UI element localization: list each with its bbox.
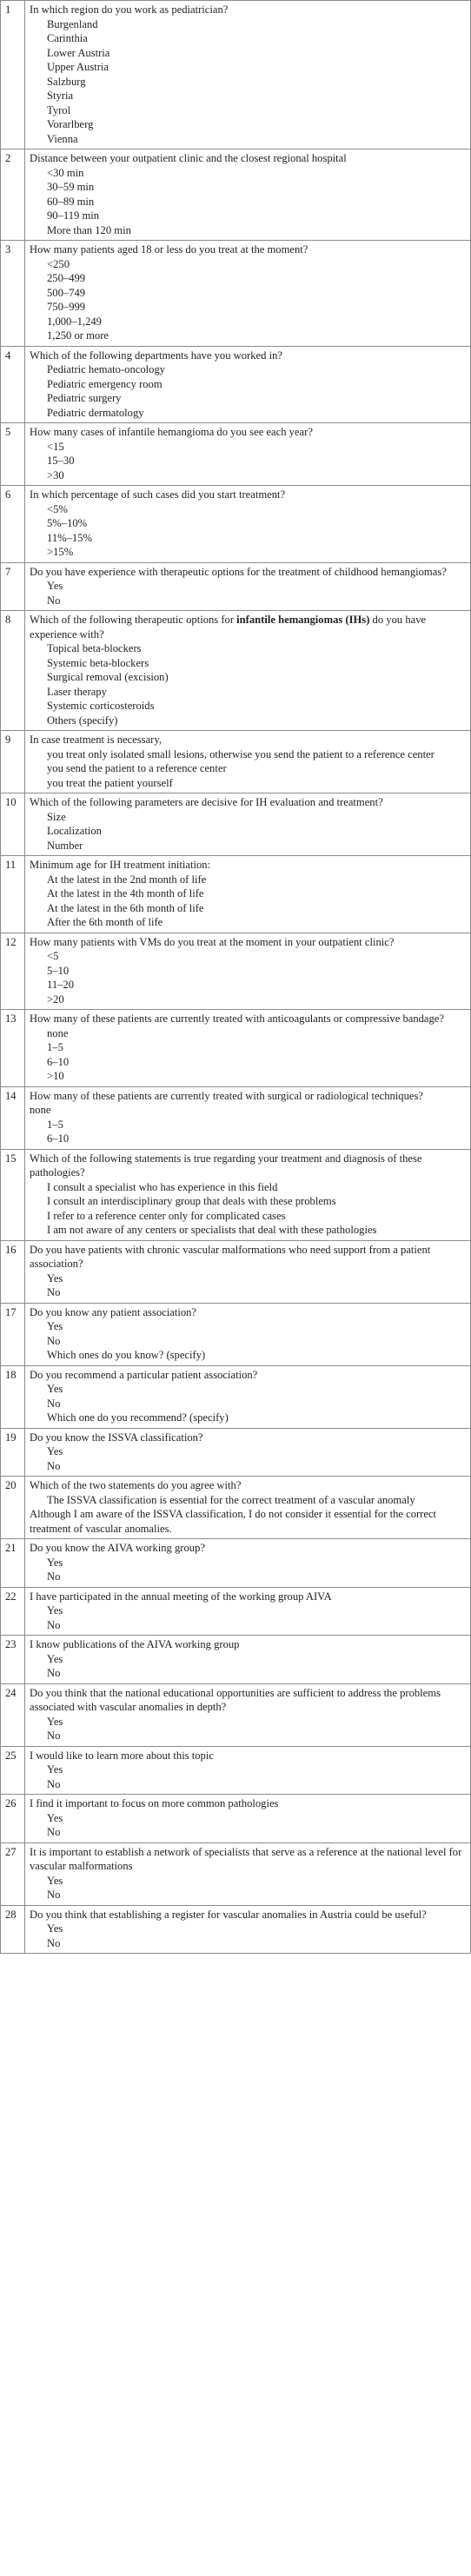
answer-option: 500–749 [47, 286, 86, 299]
question-number: 26 [1, 1795, 25, 1843]
question-number: 17 [1, 1303, 25, 1365]
answer-option: none [30, 1104, 51, 1116]
question-cell [25, 1539, 471, 1588]
question-number: 3 [1, 241, 25, 347]
question-row [1, 1746, 471, 1795]
answer-option: Systemic corticosteroids [47, 700, 155, 712]
question-row [1, 149, 471, 241]
questionnaire-body [1, 1, 471, 1954]
question-row [1, 241, 471, 347]
question-cell [25, 1010, 471, 1087]
question-row [1, 423, 471, 486]
question-number: 15 [1, 1149, 25, 1240]
question-text: How many cases of infantile hemangioma do you see each year? [30, 426, 313, 438]
answer-option: you send the patient to a reference center [47, 762, 227, 774]
question-row [1, 1795, 471, 1843]
answer-option: 1–5 [47, 1118, 63, 1131]
answer-option: Which one do you recommend? (specify) [47, 1411, 229, 1424]
answer-option: Lower Austria [47, 46, 110, 59]
answer-option: 1,250 or more [47, 329, 109, 342]
answer-option: More than 120 min [47, 223, 131, 236]
answer-option: Pediatric dermatology [47, 406, 144, 419]
answer-option: >30 [47, 468, 64, 481]
question-text-part: Which of the following therapeutic options for [30, 614, 237, 626]
question-text: Which of the following parameters are decisive for IH evaluation and treatment? [30, 796, 383, 808]
question-cell [25, 149, 471, 241]
answer-option: After the 6th month of life [47, 916, 163, 928]
answer-option: At the latest in the 6th month of life [47, 901, 204, 914]
answer-option: none [47, 1026, 69, 1039]
answer-option: 1–5 [47, 1041, 63, 1053]
question-row [1, 1636, 471, 1684]
question-cell [25, 423, 471, 486]
answer-option: Pediatric emergency room [47, 377, 163, 390]
question-cell [25, 1746, 471, 1795]
question-row [1, 1587, 471, 1636]
answer-option: No [47, 1777, 61, 1790]
question-text: I have participated in the annual meeting of the working group AIVA [30, 1590, 332, 1603]
question-row [1, 1842, 471, 1905]
answer-option: Which ones do you know? (specify) [47, 1349, 206, 1361]
question-number: 2 [1, 149, 25, 241]
answer-option: 5–10 [47, 964, 70, 977]
question-number: 8 [1, 611, 25, 731]
question-number: 6 [1, 486, 25, 563]
question-text: Do you have patients with chronic vascular malformations who need support from a patient association? [30, 1243, 431, 1270]
answer-option: 250–499 [47, 272, 86, 284]
answer-option: No [47, 1889, 61, 1901]
question-cell [25, 1149, 471, 1240]
answer-option: Yes [47, 1383, 63, 1395]
question-text: Do you think that the national educational opportunities are sufficient to address the problems associated with vascular anomalies in depth? [30, 1686, 441, 1713]
answer-option: I am not aware of any centers or specialists that deal with these pathologies [47, 1224, 377, 1236]
question-row [1, 793, 471, 856]
answer-option: <15 [47, 440, 64, 453]
question-text: Which of the two statements do you agree with? [30, 1479, 242, 1491]
question-text: Do you recommend a particular patient association? [30, 1368, 258, 1381]
answer-option: Topical beta-blockers [47, 642, 142, 654]
question-cell [25, 933, 471, 1010]
question-text: Which of the following statements is true regarding your treatment and diagnosis of these pathologies? [30, 1152, 422, 1178]
question-text: Do you know any patient association? [30, 1305, 197, 1318]
question-row [1, 1539, 471, 1588]
question-number: 16 [1, 1240, 25, 1303]
answer-option: Yes [47, 1715, 63, 1728]
answer-option: I consult a specialist who has experience in this field [47, 1180, 278, 1193]
question-number: 27 [1, 1842, 25, 1905]
answer-option: 6–10 [47, 1132, 70, 1145]
question-text: I know publications of the AIVA working group [30, 1638, 240, 1650]
answer-option: Pediatric hemato-oncology [47, 363, 166, 375]
question-text: In which percentage of such cases did you start treatment? [30, 488, 286, 501]
question-cell [25, 241, 471, 347]
question-text: Do you think that establishing a register for vascular anomalies in Austria could be useful? [30, 1908, 427, 1921]
question-text: Do you know the AIVA working group? [30, 1542, 205, 1554]
question-text: I find it important to focus on more common pathologies [30, 1797, 279, 1809]
answer-option: No [47, 1459, 61, 1472]
answer-option: At the latest in the 4th month of life [47, 887, 204, 900]
answer-option: you treat only isolated small lesions, otherwise you send the patient to a reference center [47, 747, 435, 760]
answer-option: Vorarlberg [47, 118, 94, 130]
question-text: How many patients aged 18 or less do you treat at the moment? [30, 243, 308, 256]
question-cell [25, 1636, 471, 1684]
answer-option: Yes [47, 1874, 63, 1887]
answer-option: No [47, 1826, 61, 1838]
answer-option: I refer to a reference center only for complicated cases [47, 1209, 286, 1222]
question-row [1, 1, 471, 149]
question-text: It is important to establish a network of specialists that serve as a reference at the national level for vascular malformations [30, 1845, 462, 1872]
answer-option: Salzburg [47, 75, 86, 88]
question-number: 4 [1, 346, 25, 423]
question-row [1, 933, 471, 1010]
question-cell [25, 562, 471, 611]
question-number: 7 [1, 562, 25, 611]
answer-option: Pediatric surgery [47, 392, 122, 404]
answer-option: Burgenland [47, 17, 98, 30]
answer-option: At the latest in the 2nd month of life [47, 873, 207, 886]
question-row [1, 1428, 471, 1477]
question-number: 19 [1, 1428, 25, 1477]
question-cell [25, 1683, 471, 1746]
answer-option: No [47, 1667, 61, 1679]
question-row [1, 562, 471, 611]
question-row [1, 1477, 471, 1539]
answer-option: Yes [47, 1271, 63, 1285]
question-cell [25, 731, 471, 793]
question-row [1, 486, 471, 563]
question-row [1, 346, 471, 423]
answer-option: >15% [47, 546, 74, 558]
question-text: Distance between your outpatient clinic and the closest regional hospital [30, 152, 347, 164]
question-number: 12 [1, 933, 25, 1010]
answer-option: No [47, 1570, 61, 1583]
answer-option: you treat the patient yourself [47, 776, 173, 789]
answer-option: Systemic beta-blockers [47, 656, 149, 669]
answer-option: >20 [47, 993, 64, 1006]
answer-option: <5% [47, 502, 68, 515]
question-number: 11 [1, 856, 25, 933]
question-number: 23 [1, 1636, 25, 1684]
answer-option: Yes [47, 1604, 63, 1617]
question-number: 21 [1, 1539, 25, 1588]
question-text: In which region do you work as pediatrician? [30, 3, 229, 16]
answer-option: Yes [47, 1445, 63, 1457]
answer-option: Surgical removal (excision) [47, 671, 169, 683]
answer-option: 1,000–1,249 [47, 315, 102, 328]
question-number: 24 [1, 1683, 25, 1746]
question-text: How many of these patients are currently treated with surgical or radiological techniques? [30, 1089, 423, 1102]
question-text: Do you have experience with therapeutic options for the treatment of childhood hemangiomas? [30, 565, 447, 578]
answer-option: Number [47, 839, 83, 852]
answer-option: <5 [47, 950, 59, 962]
answer-option: No [47, 594, 61, 607]
answer-option: No [47, 1730, 61, 1742]
question-row [1, 1905, 471, 1954]
question-cell [25, 346, 471, 423]
answer-option: 5%–10% [47, 517, 88, 529]
answer-option: >10 [47, 1070, 64, 1082]
question-row [1, 1149, 471, 1240]
answer-option: No [47, 1936, 61, 1949]
answer-option: No [47, 1286, 61, 1298]
question-number: 20 [1, 1477, 25, 1539]
answer-option: The ISSVA classification is essential for the correct treatment of a vascular anomaly [47, 1493, 415, 1506]
question-cell [25, 1842, 471, 1905]
answer-option: No [47, 1334, 61, 1347]
question-text [30, 613, 467, 641]
question-text: Do you know the ISSVA classification? [30, 1431, 203, 1444]
question-text-emphasis: infantile hemangiomas (IHs) [236, 614, 370, 626]
answer-option: 11%–15% [47, 531, 92, 544]
question-cell [25, 1086, 471, 1149]
answer-option: Size [47, 810, 66, 823]
question-row [1, 1240, 471, 1303]
answer-option: Localization [47, 825, 102, 837]
question-text: Which of the following departments have you worked in? [30, 349, 282, 362]
question-cell [25, 1428, 471, 1477]
answer-option: Yes [47, 1763, 63, 1776]
question-row [1, 1683, 471, 1746]
question-cell [25, 856, 471, 933]
answer-option: Yes [47, 1922, 63, 1935]
answer-option: I consult an interdisciplinary group that deals with these problems [47, 1195, 336, 1207]
question-cell [25, 486, 471, 563]
answer-option: 11–20 [47, 979, 75, 991]
question-row [1, 611, 471, 731]
question-number: 10 [1, 793, 25, 856]
answer-option: No [47, 1618, 61, 1631]
question-number: 5 [1, 423, 25, 486]
answer-option: 15–30 [47, 455, 75, 467]
question-text: How many of these patients are currently treated with anticoagulants or compressive bandage? [30, 1012, 444, 1025]
answer-option: Yes [47, 1556, 63, 1569]
answer-option: Laser therapy [47, 685, 107, 698]
answer-option: Upper Austria [47, 61, 109, 73]
question-text: How many patients with VMs do you treat at the moment in your outpatient clinic? [30, 935, 395, 948]
question-number: 25 [1, 1746, 25, 1795]
question-cell [25, 1905, 471, 1954]
question-number: 28 [1, 1905, 25, 1954]
question-text: I would like to learn more about this topic [30, 1749, 214, 1762]
answer-option: Yes [47, 1320, 63, 1332]
question-row [1, 1086, 471, 1149]
question-cell [25, 793, 471, 856]
question-row [1, 1365, 471, 1428]
answer-option: Tyrol [47, 103, 71, 116]
question-row [1, 1303, 471, 1365]
question-number: 22 [1, 1587, 25, 1636]
answer-option: 30–59 min [47, 181, 95, 193]
question-text: Minimum age for IH treatment initiation: [30, 859, 211, 871]
question-number: 14 [1, 1086, 25, 1149]
answer-option: Styria [47, 90, 74, 102]
question-number: 1 [1, 1, 25, 149]
answer-option: Yes [47, 1652, 63, 1665]
question-number: 13 [1, 1010, 25, 1087]
question-row [1, 856, 471, 933]
question-text: In case treatment is necessary, [30, 734, 162, 746]
answer-option: Others (specify) [47, 714, 118, 727]
answer-option: Yes [47, 580, 63, 592]
answer-option: 6–10 [47, 1055, 70, 1068]
question-cell [25, 1477, 471, 1539]
question-number: 9 [1, 731, 25, 793]
answer-option: Carinthia [47, 32, 88, 44]
question-text-part: do you have experience with? [30, 614, 427, 641]
answer-option: 90–119 min [47, 209, 100, 222]
answer-option: No [47, 1397, 61, 1410]
answer-option: 750–999 [47, 301, 86, 313]
question-cell [25, 611, 471, 731]
question-cell [25, 1795, 471, 1843]
answer-option: <30 min [47, 166, 84, 179]
question-row [1, 731, 471, 793]
question-cell [25, 1240, 471, 1303]
answer-option: 60–89 min [47, 195, 95, 208]
question-cell [25, 1365, 471, 1428]
answer-option: Vienna [47, 132, 78, 145]
answer-option: <250 [47, 257, 70, 270]
question-cell [25, 1303, 471, 1365]
question-cell [25, 1587, 471, 1636]
answer-option: Although I am aware of the ISSVA classification, I do not consider it essential for the correct treatment of vascular anomalies. [30, 1508, 437, 1535]
question-row [1, 1010, 471, 1087]
question-cell [25, 1, 471, 149]
question-number: 18 [1, 1365, 25, 1428]
answer-option: Yes [47, 1811, 63, 1824]
